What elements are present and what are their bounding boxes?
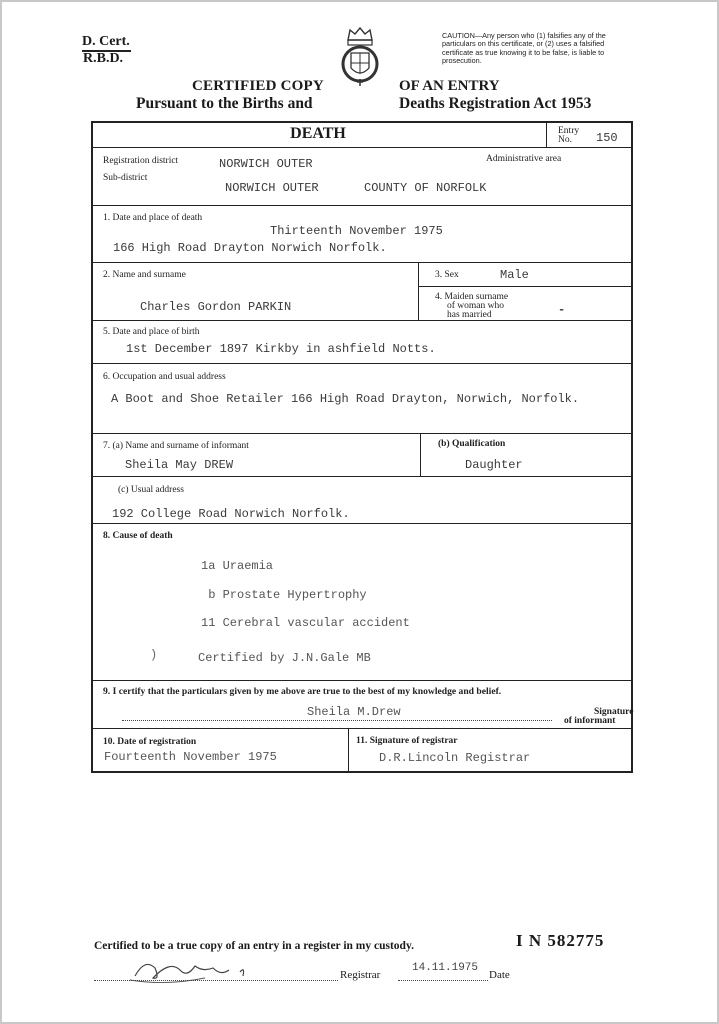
divider xyxy=(93,147,631,148)
divider xyxy=(418,286,631,287)
entry-label-no: No. xyxy=(558,135,572,145)
title-certified-copy: CERTIFIED COPY xyxy=(192,78,324,94)
cause-of-death-1a: 1a Uraemia xyxy=(201,559,274,573)
informant-signature: Sheila M.Drew xyxy=(307,705,401,719)
field-1-label: 1. Date and place of death xyxy=(103,213,203,223)
divider xyxy=(93,205,631,206)
occupation-address: A Boot and Shoe Retailer 166 High Road Drayton, Norwich, Norfolk. xyxy=(111,392,580,406)
maiden-surname-value: - xyxy=(558,303,566,317)
entry-number: 150 xyxy=(596,131,618,145)
sub-district-value: NORWICH OUTER xyxy=(225,181,319,195)
registrar-signature-line xyxy=(94,980,338,981)
divider xyxy=(93,728,631,729)
field-7c-label: (c) Usual address xyxy=(118,485,184,495)
field-5-label: 5. Date and place of birth xyxy=(103,327,200,337)
divider xyxy=(93,680,631,681)
divider xyxy=(93,523,631,524)
sub-district-label: Sub-district xyxy=(103,173,148,183)
field-7a-label: 7. (a) Name and surname of informant xyxy=(103,441,249,451)
field-11-label: 11. Signature of registrar xyxy=(356,736,458,746)
date-place-of-birth: 1st December 1897 Kirkby in ashfield Notts. xyxy=(126,342,436,356)
field-2-label: 2. Name and surname xyxy=(103,270,186,280)
form-code: D. Cert. xyxy=(82,34,131,52)
divider xyxy=(418,262,419,320)
divider xyxy=(348,728,349,773)
death-entry-form: DEATH Entry No. 150 Registration district NORWICH OUTER Administrative area Sub-district NORWICH OUTER COUNTY OF NORFOLK 1. Date and place of death Thirteenth November 1975 166 High Road Drayton Norwich Norfolk. 2. Name and surname Charles Gordon PARKIN 3. Sex Male 4. Maiden surname of woman who has married - 5. Date and place of birth 1st December 1897 Kirkby in ashfield Notts. 6. Occupation and usual address A Boot and Shoe Retailer 166 High Road Drayton, Norwich, Norfolk. 7. (a) Name and surname of informant Sheila May DREW (b) Qualification Daughter (c) Usual address 192 College Road Norwich Norfolk. 8. Cause of death 1a Uraemia b Prostate Hypertrophy 11 Cerebral vascular accident ) Certified by J.N.Gale MB 9. I certify that the particulars given by me above are true to the best of my knowledge and belief. Sheila M.Drew Signature of informant 10. Date of registration Fourteenth November 1975 11. Signature of registrar D.R.Lincoln Registrar xyxy=(91,121,633,773)
form-title: DEATH xyxy=(290,125,346,142)
title-of-an-entry: OF AN ENTRY xyxy=(399,78,500,94)
cause-of-death-2: 11 Cerebral vascular accident xyxy=(201,616,410,630)
field-10-label: 10. Date of registration xyxy=(103,737,197,747)
divider xyxy=(93,433,631,434)
deceased-name: Charles Gordon PARKIN xyxy=(140,300,292,314)
certified-statement: Certified to be a true copy of an entry in a register in my custody. xyxy=(94,940,414,952)
divider xyxy=(546,123,547,147)
divider xyxy=(93,363,631,364)
field-4-label-3: has married xyxy=(447,310,492,320)
informant-qualification: Daughter xyxy=(465,458,523,472)
signature-line xyxy=(122,720,552,721)
divider xyxy=(93,476,631,477)
cause-of-death-1b: b Prostate Hypertrophy xyxy=(201,588,367,602)
form-code-sub: R.B.D. xyxy=(83,51,124,66)
registration-district-label: Registration district xyxy=(103,156,179,166)
royal-coat-of-arms-icon xyxy=(336,26,384,90)
date-of-registration: Fourteenth November 1975 xyxy=(104,750,277,764)
informant-name: Sheila May DREW xyxy=(125,458,234,472)
signature-label-2: of informant xyxy=(564,716,616,726)
registrar-handwritten-signature xyxy=(125,956,295,986)
divider xyxy=(93,320,631,321)
title-pursuant: Pursuant to the Births and xyxy=(136,95,313,112)
field-8-label: 8. Cause of death xyxy=(103,531,173,541)
sex-value: Male xyxy=(500,268,529,282)
field-4-label-2: of woman who xyxy=(447,301,504,311)
place-of-death: 166 High Road Drayton Norwich Norfolk. xyxy=(113,241,387,255)
date-line xyxy=(398,980,488,981)
certification-date: 14.11.1975 xyxy=(412,962,479,974)
signature-label: Signature xyxy=(594,707,634,717)
title-act: Deaths Registration Act 1953 xyxy=(399,95,592,112)
registrar-signature: D.R.Lincoln Registrar xyxy=(379,751,531,765)
field-7b-label: (b) Qualification xyxy=(438,439,506,449)
field-3-label: 3. Sex xyxy=(435,270,459,280)
divider xyxy=(420,433,421,476)
certified-by: Certified by J.N.Gale MB xyxy=(198,651,371,665)
informant-address: 192 College Road Norwich Norfolk. xyxy=(112,507,350,521)
administrative-area-label: Administrative area xyxy=(486,154,562,164)
date-of-death: Thirteenth November 1975 xyxy=(270,224,443,238)
caution-notice: CAUTION—Any person who (1) falsifies any of the particulars on this certificate, or (2) uses a falsified certificate as true knowing it to be false, is liable to prosecution. xyxy=(442,31,606,66)
divider xyxy=(93,262,631,263)
registrar-label: Registrar xyxy=(340,969,381,981)
entry-label: Entry xyxy=(558,126,580,136)
field-9-label: 9. I certify that the particulars given by me above are true to the best of my knowledge and belief. xyxy=(103,686,502,697)
administrative-area-value: COUNTY OF NORFOLK xyxy=(364,181,487,195)
certificate-serial: I N 582775 xyxy=(516,931,605,950)
registration-district-value: NORWICH OUTER xyxy=(219,157,313,171)
date-label: Date xyxy=(489,969,510,981)
field-6-label: 6. Occupation and usual address xyxy=(103,372,226,382)
field-4-label: 4. Maiden surname xyxy=(435,292,509,302)
